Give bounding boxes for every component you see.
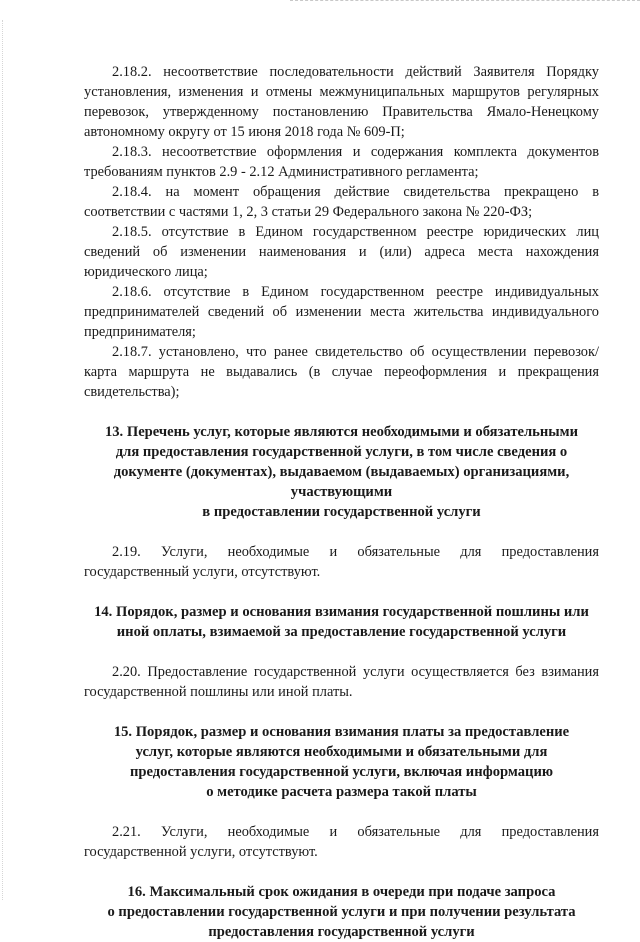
paragraph-2-18-5: 2.18.5. отсутствие в Едином государственном реестре юридических лиц сведений об изменении наименования и (или) адреса места нахождения юридического лица; — [84, 224, 599, 280]
paragraph-2-19: 2.19. Услуги, необходимые и обязательные для предоставления государственный услуги, отсутствуют. — [84, 544, 599, 580]
section-14-heading — [84, 602, 599, 642]
heading-line: 16. Максимальный срок ожидания в очереди при подаче запроса — [127, 884, 556, 900]
paragraph-2-18-7: 2.18.7. установлено, что ранее свидетельство об осуществлении перевозок/карта маршрута не выдавались (в случае переоформления и прекращения свидетельства); — [84, 344, 599, 400]
heading-line: 13. Перечень услуг, которые являются необходимыми и обязательными — [104, 424, 579, 440]
paragraph-2-18-6: 2.18.6. отсутствие в Едином государственном реестре индивидуальных предпринимателей сведений об изменении места жительства индивидуального предпринимателя; — [84, 284, 599, 340]
heading-line: в предоставлении государственной услуги — [202, 504, 481, 520]
heading-line: участвующими — [290, 484, 393, 500]
heading-line: 15. Порядок, размер и основания взимания платы за предоставление — [113, 724, 570, 740]
heading-line: 14. Порядок, размер и основания взимания государственной пошлины или — [94, 604, 589, 620]
paragraph-2-18-3: 2.18.3. несоответствие оформления и содержания комплекта документов требованиям пунктов 2.9 - 2.12 Административного регламента; — [84, 144, 599, 180]
section-13-heading — [84, 422, 599, 522]
heading-line: о предоставлении государственной услуги и при получении результата — [107, 904, 576, 920]
paragraph-2-18-4: 2.18.4. на момент обращения действие свидетельства прекращено в соответствии с частями 1, 2, 3 статьи 29 Федерального закона № 220-ФЗ; — [84, 184, 599, 220]
heading-line: иной оплаты, взимаемой за предоставление государственной услуги — [116, 624, 567, 640]
paragraph-2-21: 2.21. Услуги, необходимые и обязательные для предоставления государственной услуги, отсутствуют. — [84, 824, 599, 860]
paragraph-2-18-2: 2.18.2. несоответствие последовательности действий Заявителя Порядку установления, изменения и отмены межмуниципальных маршрутов регулярных перевозок, утвержденному постановлению Правительства Ямало-Ненецкому автономному округу от 15 июня 2018 года № 609-П; — [84, 64, 599, 140]
heading-line: документе (документах), выдаваемом (выдаваемых) организациями, — [113, 464, 570, 480]
heading-line: для предоставления государственной услуги, в том числе сведения о — [115, 444, 568, 460]
document-page — [84, 62, 599, 942]
heading-line: услуг, которые являются необходимыми и обязательными для — [135, 744, 548, 760]
heading-line: о методике расчета размера такой платы — [206, 784, 477, 800]
heading-line: предоставления государственной услуги — [208, 924, 475, 940]
scan-edge-left — [2, 20, 4, 900]
scan-edge-top — [290, 0, 640, 2]
section-16-heading — [84, 882, 599, 942]
paragraph-2-20: 2.20. Предоставление государственной услуги осуществляется без взимания государственной пошлины или иной платы. — [84, 664, 599, 700]
heading-line: предоставления государственной услуги, включая информацию — [129, 764, 554, 780]
section-15-heading — [84, 722, 599, 802]
